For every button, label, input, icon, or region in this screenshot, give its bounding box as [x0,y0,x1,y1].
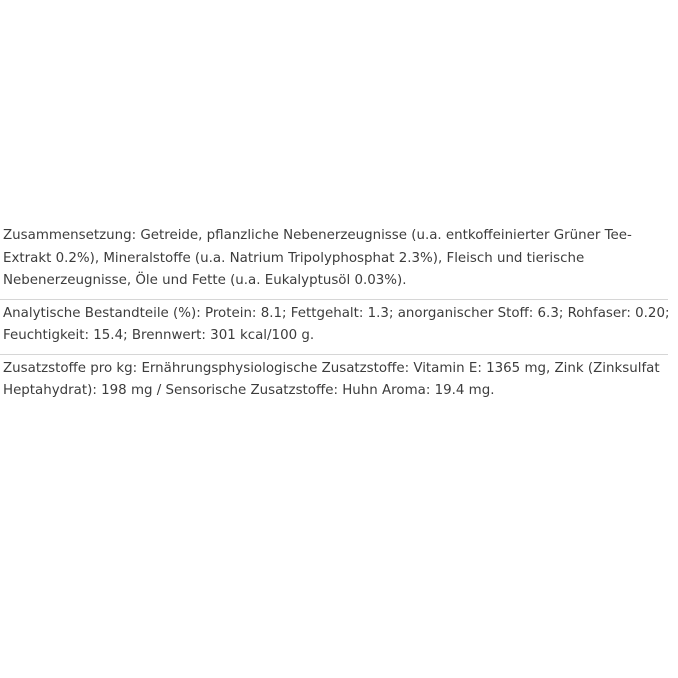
product-info-list [0,222,668,409]
analytical-line: Analytische Bestandteile (%): Protein: 8.1; Fettgehalt: 1.3; anorganischer Stoff: 6.3; Rohfaser: 0.20; [3,305,670,321]
analytical-constituents-section [0,300,668,354]
composition-line: Extrakt 0.2%), Mineralstoffe (u.a. Natrium Tripolyphosphat 2.3%), Fleisch und tierische [3,250,585,266]
analytical-line: Feuchtigkeit: 15.4; Brennwert: 301 kcal/100 g. [3,328,315,343]
additives-section [0,355,668,409]
additives-line: Heptahydrat): 198 mg / Sensorische Zusatzstoffe: Huhn Aroma: 19.4 mg. [3,383,495,398]
additives-line: Zusatzstoffe pro kg: Ernährungsphysiologische Zusatzstoffe: Vitamin E: 1365 mg, Zink (Zinksulfat [3,360,660,376]
composition-line: Zusammensetzung: Getreide, pflanzliche Nebenerzeugnisse (u.a. entkoffeinierter Grüner Tee- [3,228,632,243]
composition-line: Nebenerzeugnisse, Öle und Fette (u.a. Eukalyptusöl 0.03%). [3,273,407,288]
composition-section [0,222,668,299]
